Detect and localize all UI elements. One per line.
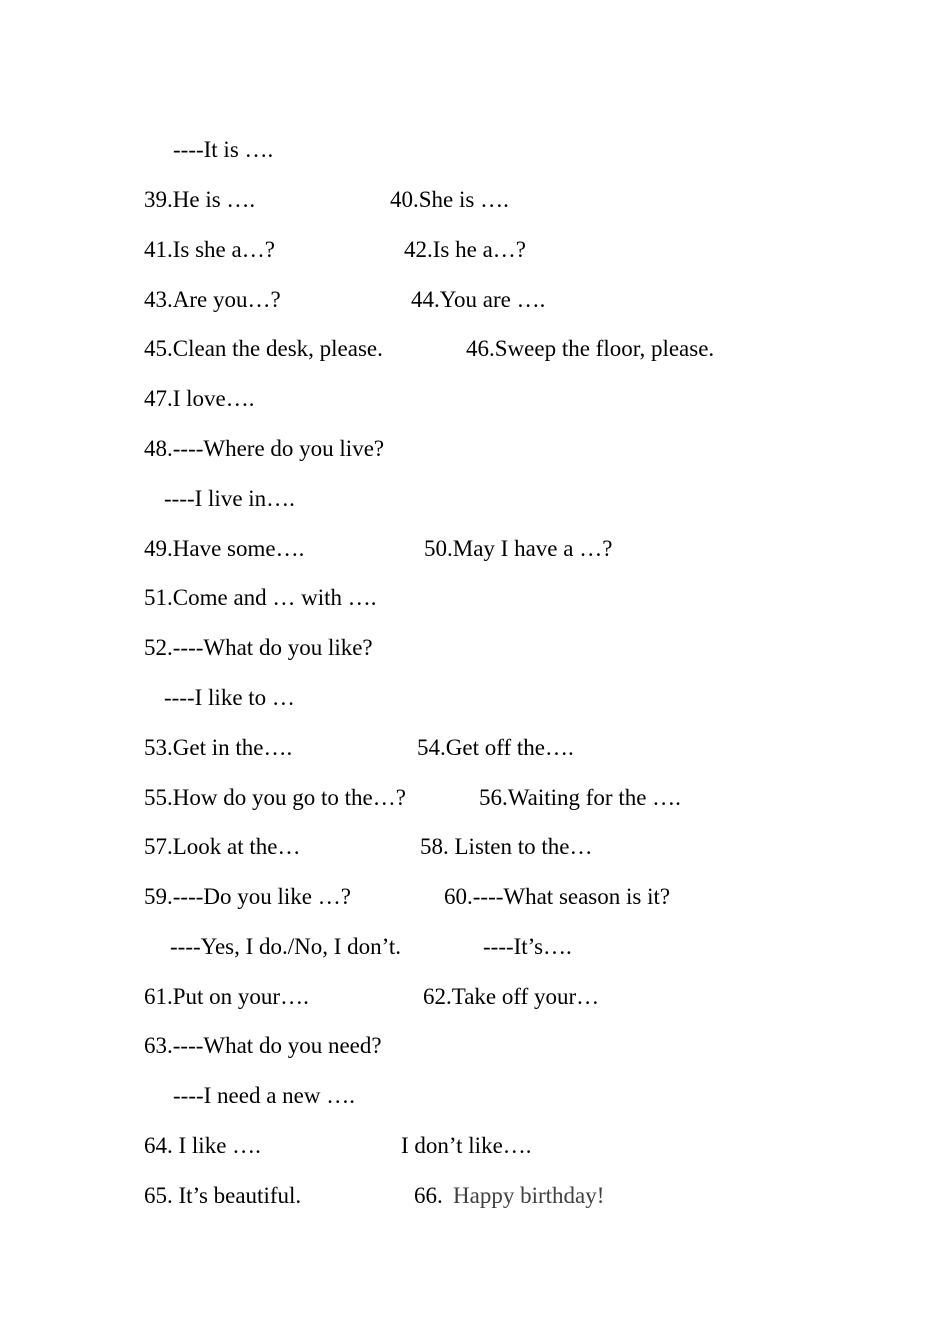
sentence-text: 42.Is he a…?: [404, 237, 526, 262]
sentence-text: 59.----Do you like …?: [144, 884, 351, 909]
sentence-text: 45.Clean the desk, please.: [144, 336, 383, 361]
sentence-text: 66.: [414, 1183, 449, 1208]
sentence-line: [0, 733, 950, 763]
sentence-text: 61.Put on your….: [144, 984, 309, 1009]
sentence-line: [0, 982, 950, 1012]
sentence-line: [0, 334, 950, 364]
sentence-line: [0, 583, 950, 613]
sentence-text: ----It’s….: [483, 934, 572, 959]
sentence-line: [0, 285, 950, 315]
sentence-text: 51.Come and … with ….: [144, 585, 377, 610]
sentence-line: [0, 1081, 950, 1111]
sentence-line: [0, 783, 950, 813]
sentence-line: [0, 633, 950, 663]
sentence-text: ----It is ….: [173, 137, 274, 162]
sentence-text: 53.Get in the….: [144, 735, 293, 760]
sentence-line: [0, 185, 950, 215]
sentence-text: I don’t like….: [401, 1133, 532, 1158]
sentence-line: [0, 434, 950, 464]
sentence-text: 49.Have some….: [144, 536, 305, 561]
sentence-text-greeting: Happy birthday!: [453, 1183, 605, 1208]
sentence-line: [0, 534, 950, 564]
sentence-text: ----I like to …: [164, 685, 295, 710]
sentence-text: 47.I love….: [144, 386, 255, 411]
sentence-text: 44.You are ….: [411, 287, 546, 312]
sentence-text: 60.----What season is it?: [444, 884, 671, 909]
sentence-line: [0, 683, 950, 713]
sentence-line: [0, 135, 950, 165]
sentence-text: 63.----What do you need?: [144, 1033, 382, 1058]
sentence-text: 65. It’s beautiful.: [144, 1183, 302, 1208]
sentence-text: 41.Is she a…?: [144, 237, 275, 262]
sentence-line: [0, 832, 950, 862]
sentence-line: [0, 484, 950, 514]
sentence-text: 50.May I have a …?: [424, 536, 613, 561]
sentence-line: [0, 1181, 950, 1211]
sentence-text: 57.Look at the…: [144, 834, 301, 859]
sentence-text: 55.How do you go to the…?: [144, 785, 406, 810]
sentence-text: 58. Listen to the…: [420, 834, 593, 859]
sentence-text: 54.Get off the….: [417, 735, 574, 760]
sentence-text: ----I live in….: [164, 486, 295, 511]
sentence-text: 48.----Where do you live?: [144, 436, 385, 461]
sentence-text: 62.Take off your…: [423, 984, 600, 1009]
sentence-text: 56.Waiting for the ….: [479, 785, 681, 810]
sentence-text: 39.He is ….: [144, 187, 256, 212]
sentence-line: [0, 1131, 950, 1161]
sentence-text: 40.She is ….: [390, 187, 509, 212]
sentence-line: [0, 882, 950, 912]
sentence-text: ----I need a new ….: [173, 1083, 355, 1108]
sentence-text: 46.Sweep the floor, please.: [466, 336, 715, 361]
sentence-line: [0, 384, 950, 414]
sentence-line: [0, 235, 950, 265]
sentence-line: [0, 1031, 950, 1061]
sentence-line: [0, 932, 950, 962]
sentence-text: 43.Are you…?: [144, 287, 281, 312]
sentence-text: ----Yes, I do./No, I don’t.: [170, 934, 402, 959]
sentence-text: 52.----What do you like?: [144, 635, 373, 660]
sentence-text: 64. I like ….: [144, 1133, 261, 1158]
